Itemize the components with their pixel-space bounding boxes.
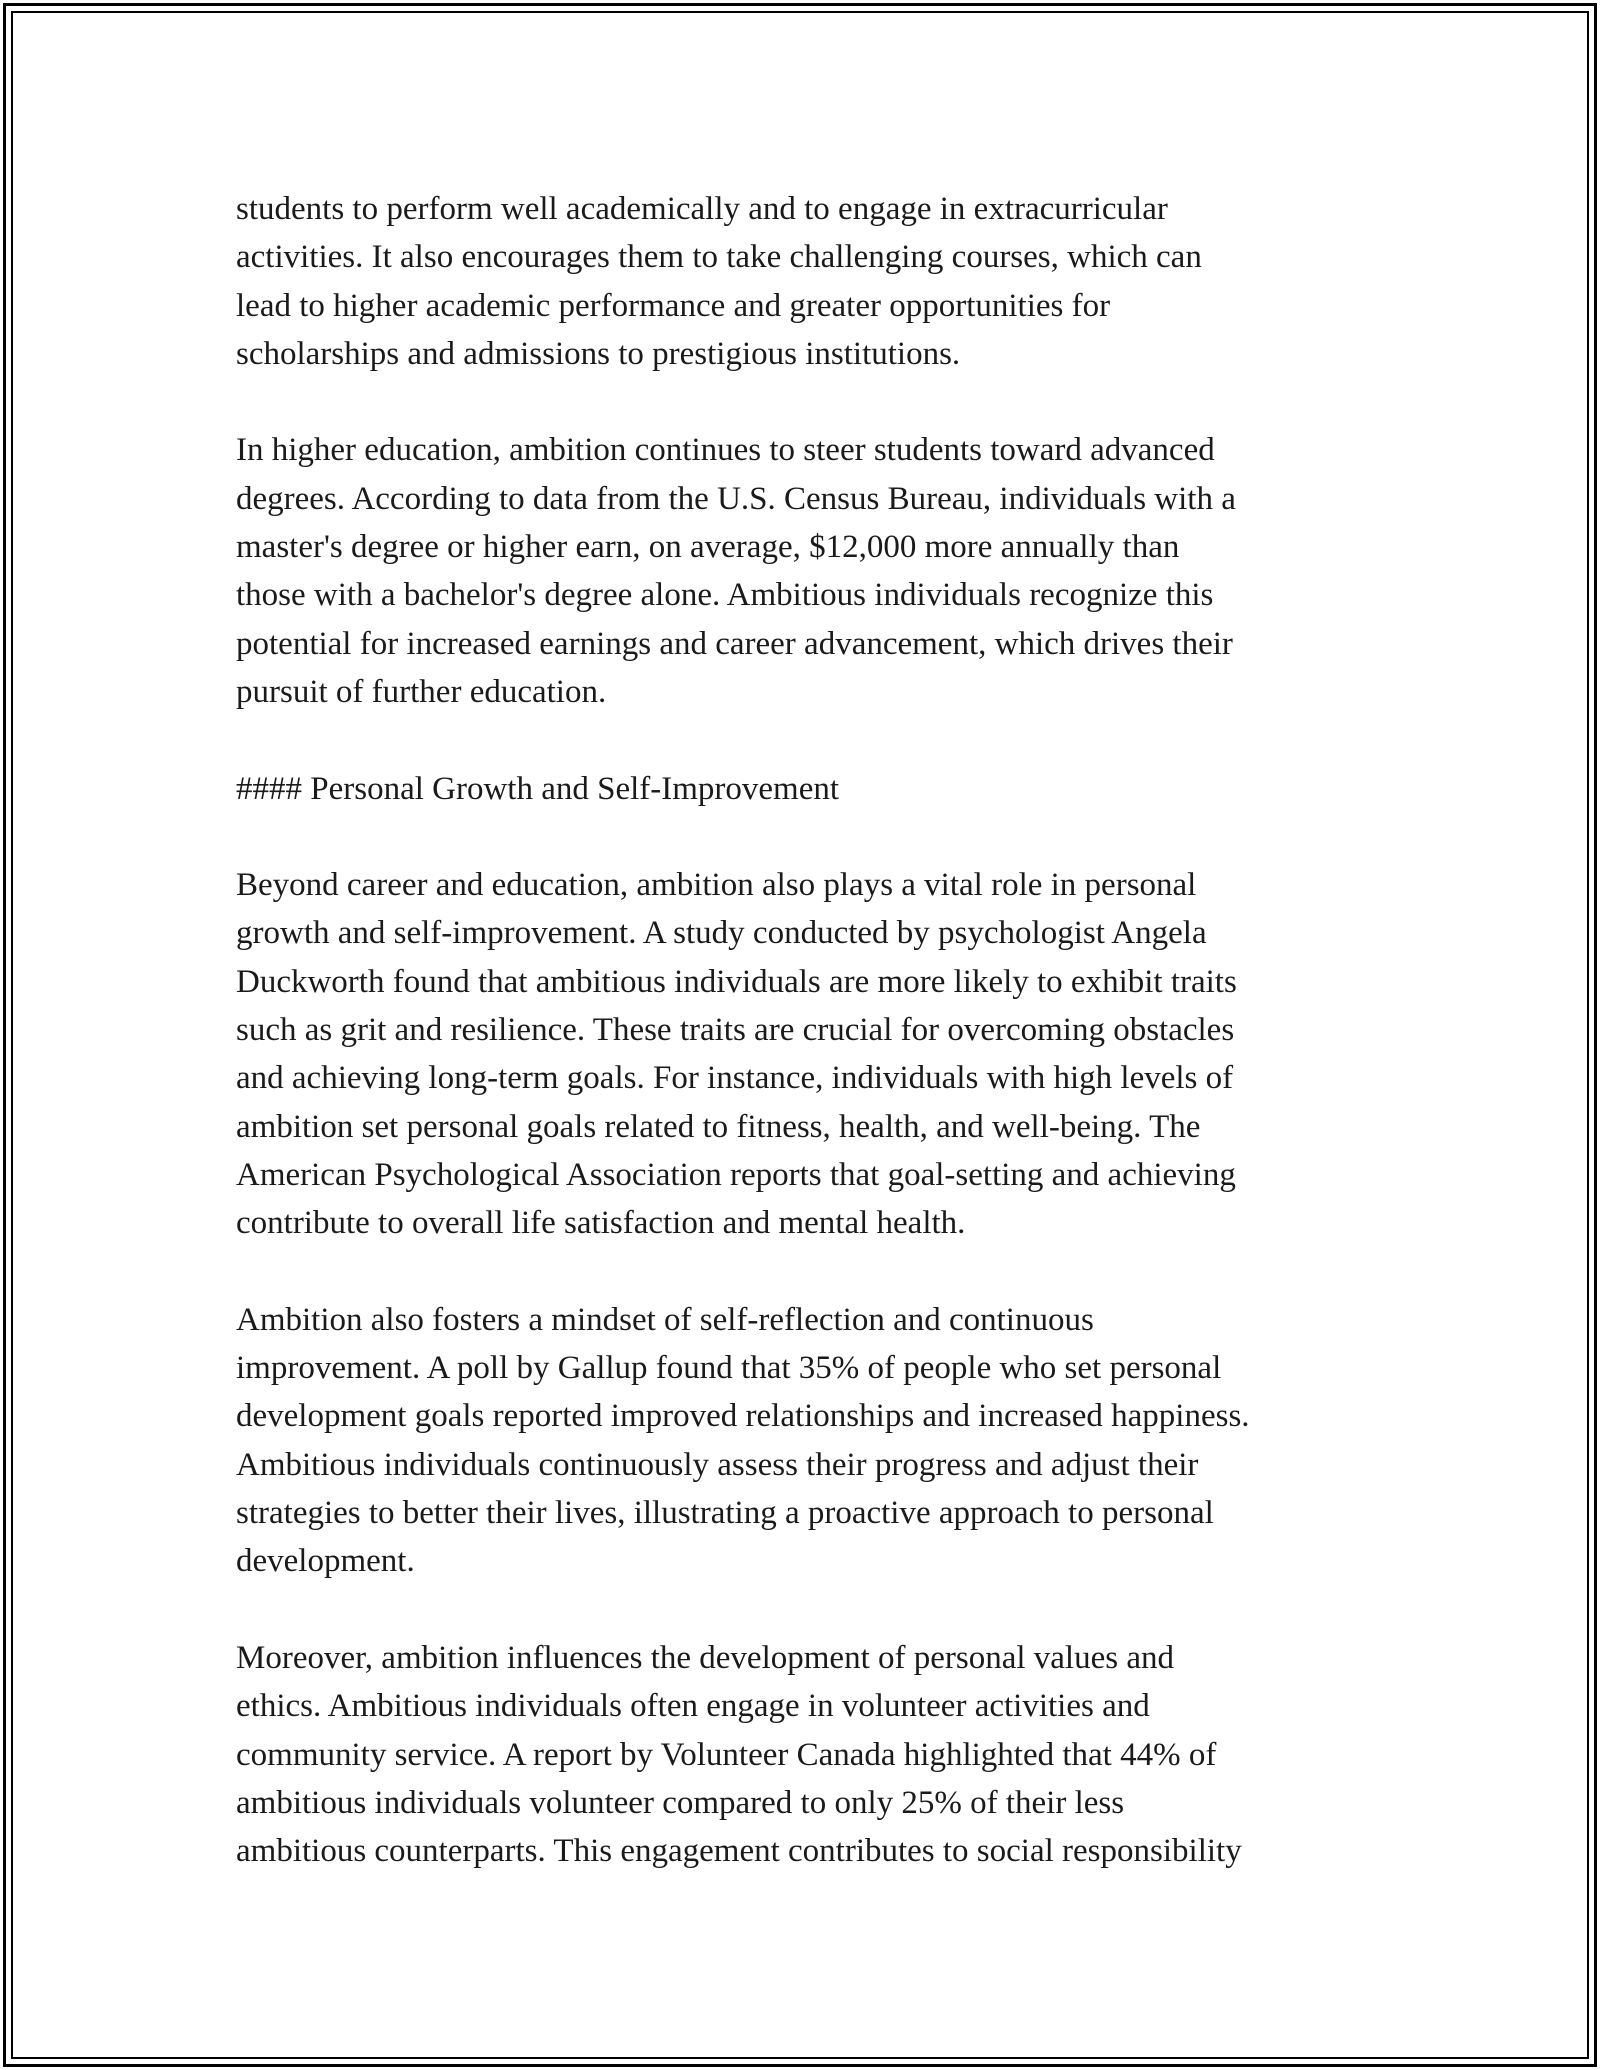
text-line: degrees. According to data from the U.S. Census Bureau, individuals with a: [236, 480, 1236, 517]
paragraph-4: [236, 1296, 1366, 1586]
text-line: students to perform well academically and to engage in extracurricular: [236, 191, 1168, 227]
text-line: ambition set personal goals related to fitness, health, and well-being. The: [236, 1108, 1201, 1145]
text-line: community service. A report by Volunteer Canada highlighted that 44% of: [236, 1736, 1217, 1773]
paragraph-5: [236, 1634, 1366, 1875]
text-line: potential for increased earnings and career advancement, which drives their: [236, 625, 1233, 662]
text-line: Duckworth found that ambitious individuals are more likely to exhibit traits: [236, 963, 1237, 1000]
text-line: ambitious counterparts. This engagement contributes to social responsibility: [236, 1833, 1242, 1870]
text-line: contribute to overall life satisfaction and mental health.: [236, 1205, 966, 1242]
text-line: and achieving long-term goals. For instance, individuals with high levels of: [236, 1060, 1234, 1097]
text-line: those with a bachelor's degree alone. Ambitious individuals recognize this: [236, 577, 1214, 614]
document-body: [236, 185, 1366, 1924]
text-line: activities. It also encourages them to take challenging courses, which can: [236, 239, 1202, 276]
section-heading: [236, 765, 1366, 813]
text-line: Beyond career and education, ambition also plays a vital role in personal: [236, 867, 1197, 904]
text-line: ethics. Ambitious individuals often engage in volunteer activities and: [236, 1688, 1150, 1725]
text-line: pursuit of further education.: [236, 673, 607, 710]
text-line: Ambition also fosters a mindset of self-reflection and continuous: [236, 1301, 1094, 1338]
text-line: ambitious individuals volunteer compared to only 25% of their less: [236, 1784, 1125, 1821]
text-line: growth and self-improvement. A study conducted by psychologist Angela: [236, 915, 1207, 952]
paragraph-1: [236, 185, 1366, 378]
text-line: development goals reported improved relationships and increased happiness.: [236, 1398, 1250, 1435]
text-line: improvement. A poll by Gallup found that 35% of people who set personal: [236, 1350, 1222, 1387]
text-line: strategies to better their lives, illustrating a proactive approach to personal: [236, 1495, 1214, 1532]
text-line: lead to higher academic performance and greater opportunities for: [236, 287, 1111, 324]
text-line: master's degree or higher earn, on average, $12,000 more annually than: [236, 529, 1180, 566]
text-line: #### Personal Growth and Self-Improvement: [236, 770, 840, 807]
text-line: Moreover, ambition influences the development of personal values and: [236, 1639, 1174, 1676]
text-line: development.: [236, 1543, 415, 1580]
text-line: such as grit and resilience. These traits are crucial for overcoming obstacles: [236, 1012, 1235, 1049]
text-line: In higher education, ambition continues to steer students toward advanced: [236, 432, 1215, 469]
paragraph-3: [236, 861, 1366, 1247]
text-line: American Psychological Association reports that goal-setting and achieving: [236, 1156, 1236, 1193]
paragraph-2: [236, 426, 1366, 716]
text-line: scholarships and admissions to prestigious institutions.: [236, 335, 961, 372]
text-line: Ambitious individuals continuously assess their progress and adjust their: [236, 1446, 1199, 1483]
